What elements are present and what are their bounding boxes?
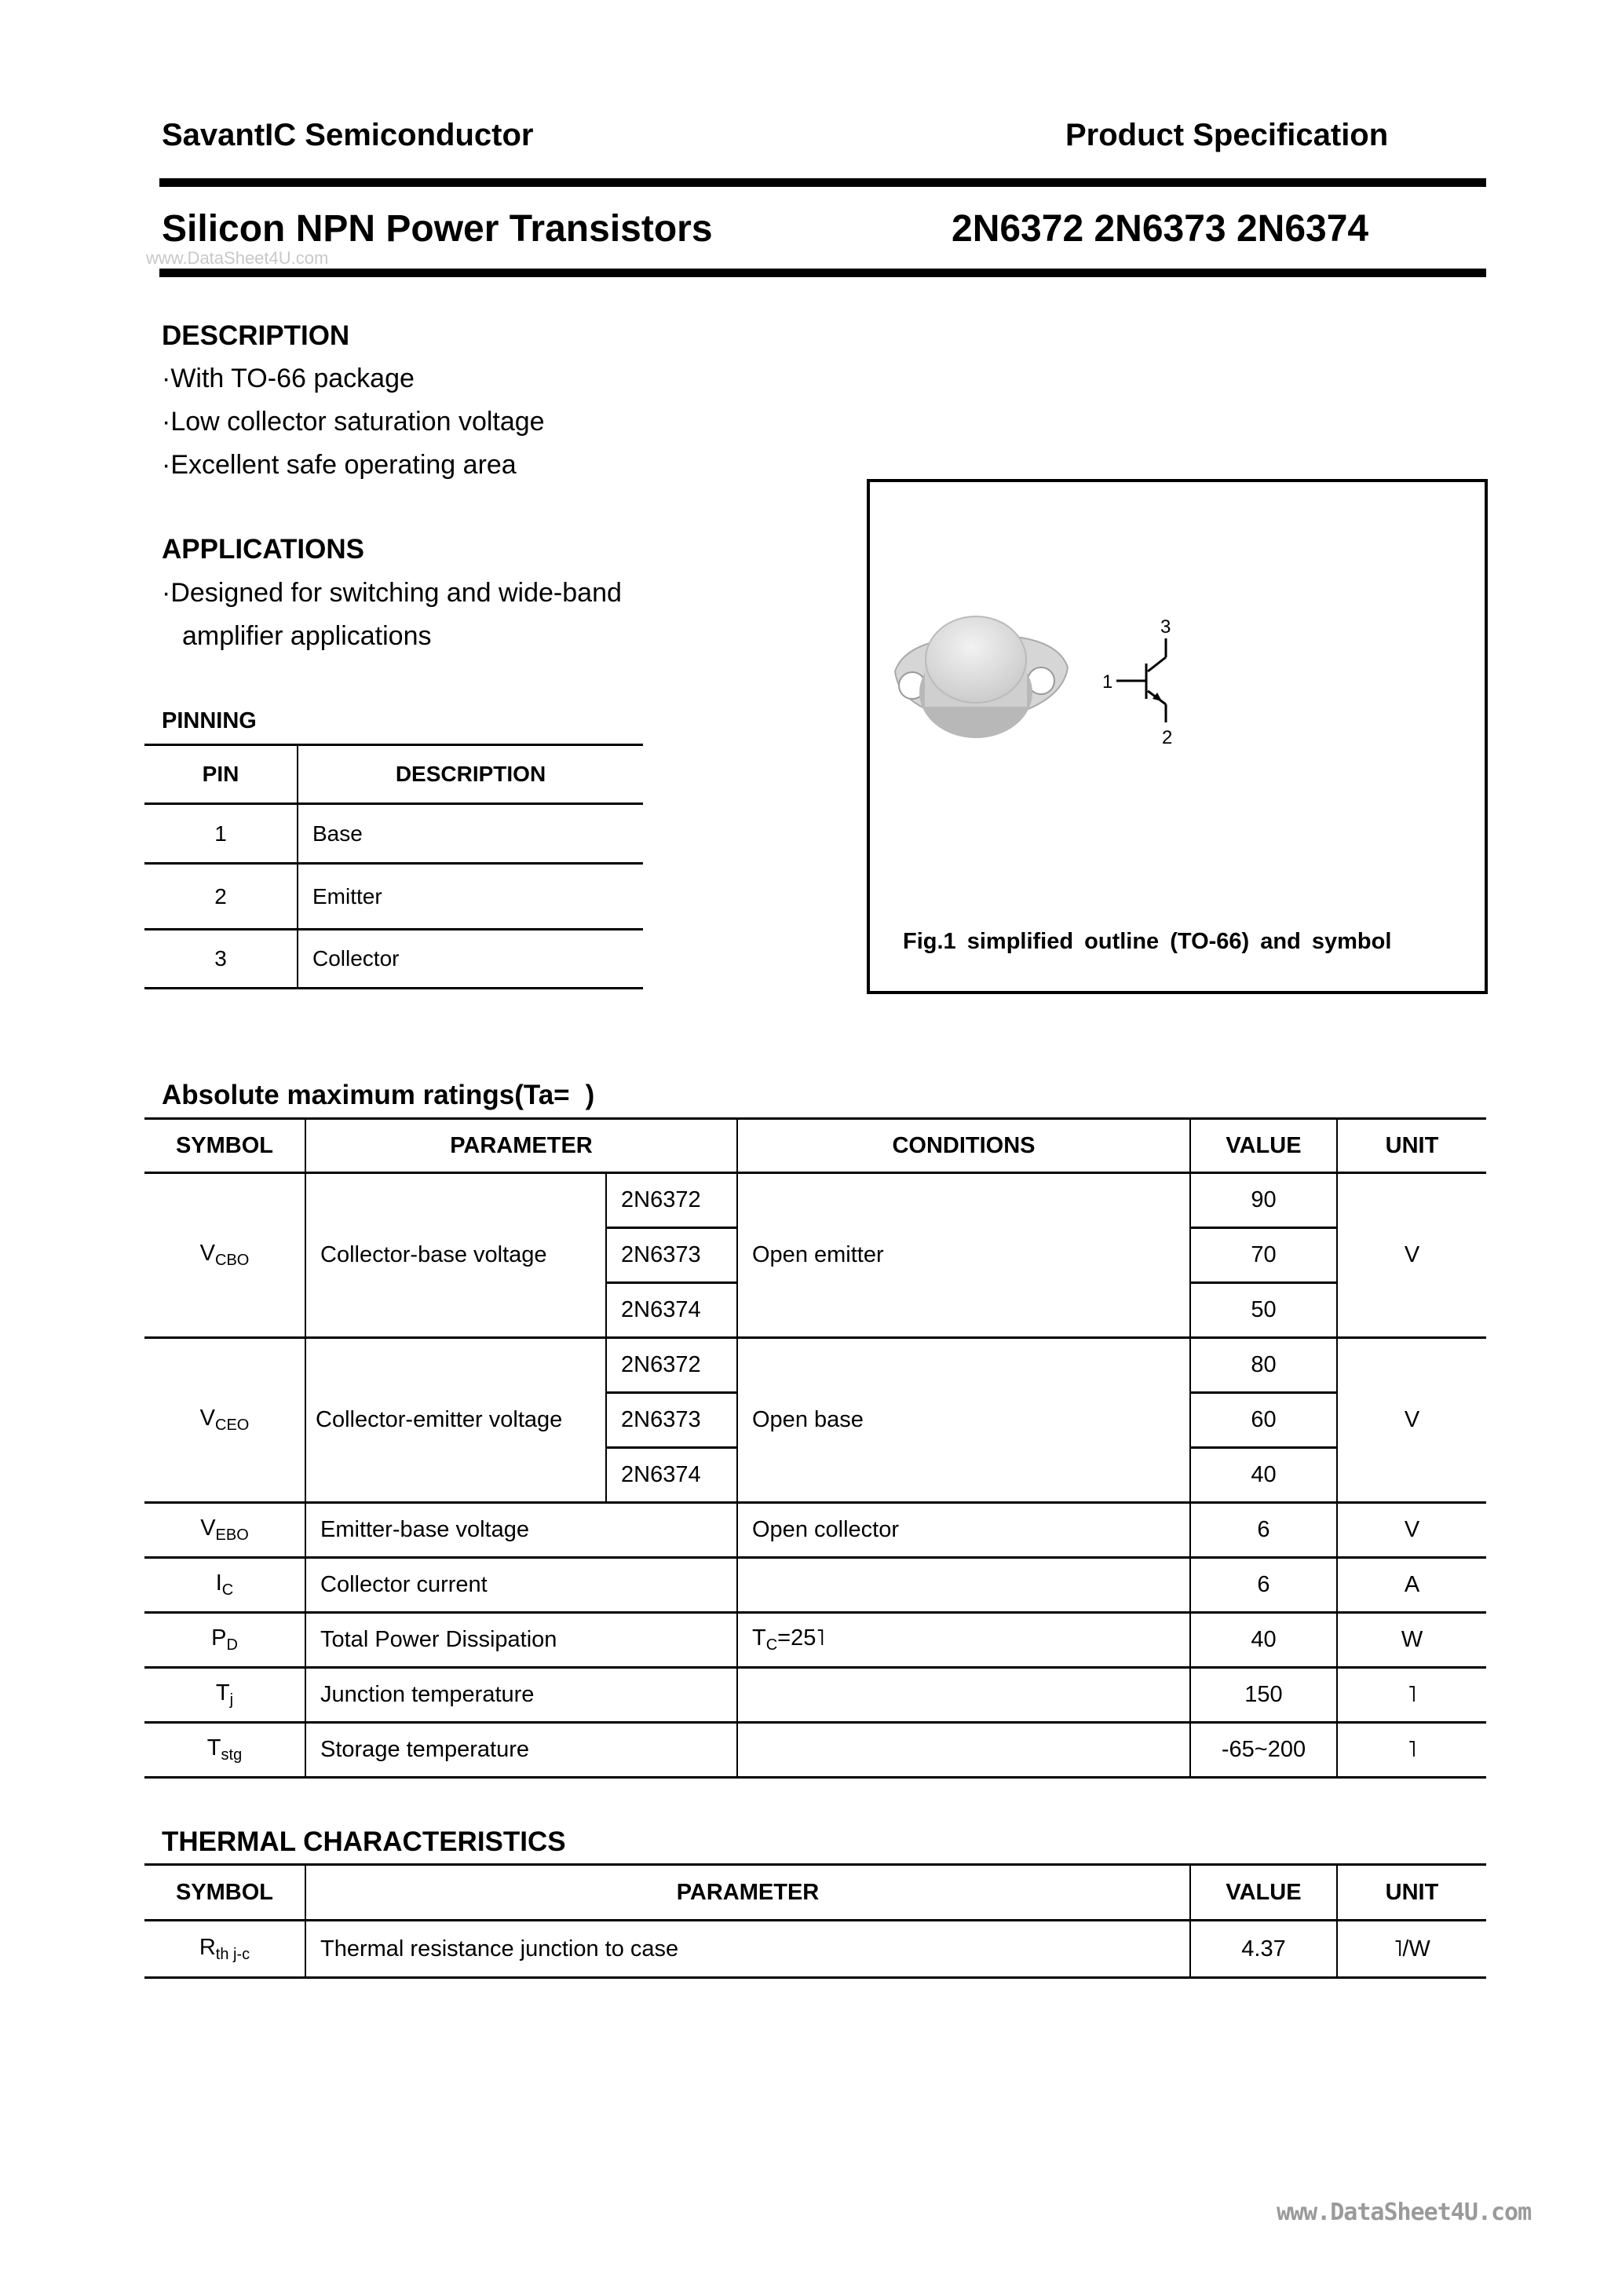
value-cell: 6 (1190, 1558, 1337, 1613)
conditions-cell (737, 1668, 1190, 1723)
unit-cell: ˥/W (1337, 1921, 1486, 1978)
part-cell: 2N6372 (606, 1338, 737, 1393)
table-row (144, 1723, 1486, 1778)
parameter-cell: Collector-emitter voltage (305, 1338, 606, 1503)
pin-number: 1 (144, 804, 298, 864)
figure-caption: Fig.1 simplified outline (TO-66) and symbol (903, 929, 1392, 954)
symbol-cell (144, 1173, 305, 1338)
value-cell: 150 (1190, 1668, 1337, 1723)
pin-label: 1 (1102, 671, 1113, 693)
part-cell: 2N6374 (606, 1448, 737, 1503)
value-cell: 6 (1190, 1503, 1337, 1558)
symbol: P (211, 1625, 227, 1651)
to66-package-image (879, 605, 1083, 762)
symbol-subscript: j (229, 1691, 234, 1709)
parameter-cell: Emitter-base voltage (305, 1503, 737, 1558)
unit-cell: V (1337, 1338, 1486, 1503)
column-header: UNIT (1337, 1119, 1486, 1173)
applications-line: amplifier applications (182, 621, 432, 651)
applications-heading: APPLICATIONS (162, 534, 364, 565)
pinning-table (144, 744, 643, 989)
symbol: V (199, 1406, 215, 1431)
column-header: SYMBOL (144, 1119, 305, 1173)
part-numbers: 2N6372 2N6373 2N6374 (952, 208, 1369, 250)
pin-label: 3 (1160, 616, 1171, 638)
condition: Open collector (752, 1517, 899, 1542)
column-header: UNIT (1337, 1865, 1486, 1921)
pin-number: 3 (144, 930, 298, 989)
unit-cell: ˥ (1337, 1668, 1486, 1723)
pinning-heading: PINNING (162, 708, 257, 733)
conditions-cell (737, 1723, 1190, 1778)
column-header: PIN (144, 745, 298, 804)
table-row (144, 1338, 1486, 1393)
table-row (144, 1668, 1486, 1723)
table-header-row (144, 745, 643, 804)
column-header: SYMBOL (144, 1865, 305, 1921)
column-header: PARAMETER (305, 1119, 737, 1173)
table-row (144, 1503, 1486, 1558)
footer-site-link[interactable]: www.DataSheet4U.com (1277, 2199, 1532, 2226)
symbol-subscript: CEO (215, 1417, 250, 1434)
value-cell: -65~200 (1190, 1723, 1337, 1778)
symbol: V (199, 1241, 215, 1266)
table-row (144, 1613, 1486, 1668)
company-name: SavantIC Semiconductor (162, 118, 534, 152)
parameter-cell: Total Power Dissipation (305, 1613, 737, 1668)
parameter-cell: Collector-base voltage (305, 1173, 606, 1338)
symbol: I (215, 1570, 222, 1596)
value-cell: 90 (1190, 1173, 1337, 1228)
abs-max-table (144, 1117, 1486, 1779)
part-cell: 2N6373 (606, 1393, 737, 1448)
table-header-row (144, 1119, 1486, 1173)
pin-number: 2 (144, 864, 298, 930)
value-cell: 40 (1190, 1448, 1337, 1503)
watermark: www.DataSheet4U.com (146, 248, 329, 268)
header-rule-top (159, 178, 1486, 187)
symbol: T (215, 1680, 230, 1706)
table-row (144, 930, 643, 989)
pin-description: Emitter (298, 864, 643, 930)
table-row (144, 804, 643, 864)
column-header: VALUE (1190, 1119, 1337, 1173)
symbol-cell (144, 1503, 305, 1558)
symbol-subscript: stg (221, 1746, 243, 1764)
conditions-cell (737, 1558, 1190, 1613)
description-item: ·With TO-66 package (162, 364, 415, 393)
abs-max-title-close: ) (585, 1080, 595, 1110)
table-row (144, 1921, 1486, 1978)
table-row (144, 864, 643, 930)
unit-cell: V (1337, 1503, 1486, 1558)
value-cell: 4.37 (1190, 1921, 1337, 1978)
column-header: PARAMETER (305, 1865, 1190, 1921)
abs-max-title (162, 1080, 594, 1111)
description-item: ·Excellent safe operating area (162, 450, 517, 480)
column-header: DESCRIPTION (298, 745, 643, 804)
description-heading: DESCRIPTION (162, 320, 350, 351)
part-cell: 2N6374 (606, 1283, 737, 1338)
thermal-table (144, 1863, 1486, 1979)
value-cell: 50 (1190, 1283, 1337, 1338)
parameter-cell: Storage temperature (305, 1723, 737, 1778)
header-rule-bottom (159, 269, 1486, 277)
abs-max-title-text: Absolute maximum ratings(Ta= (162, 1080, 570, 1110)
column-header: VALUE (1190, 1865, 1337, 1921)
symbol-cell (144, 1558, 305, 1613)
conditions-cell (737, 1613, 1190, 1668)
part-cell: 2N6372 (606, 1173, 737, 1228)
column-header: CONDITIONS (737, 1119, 1190, 1173)
doc-type: Product Specification (1065, 118, 1389, 152)
symbol-subscript: th j-c (215, 1945, 250, 1963)
condition-value: =25˥ (777, 1625, 825, 1651)
unit-cell: A (1337, 1558, 1486, 1613)
symbol-cell (144, 1613, 305, 1668)
symbol-cell (144, 1338, 305, 1503)
table-header-row (144, 1865, 1486, 1921)
symbol-cell (144, 1668, 305, 1723)
value-cell: 70 (1190, 1228, 1337, 1283)
pin-label: 2 (1162, 727, 1173, 746)
condition: T (752, 1625, 766, 1651)
part-cell: 2N6373 (606, 1228, 737, 1283)
page-title: Silicon NPN Power Transistors (162, 208, 713, 250)
value-cell: 80 (1190, 1338, 1337, 1393)
unit-cell: W (1337, 1613, 1486, 1668)
symbol-cell (144, 1723, 305, 1778)
value-cell: 40 (1190, 1613, 1337, 1668)
symbol: R (199, 1934, 216, 1960)
thermal-title: THERMAL CHARACTERISTICS (162, 1826, 566, 1857)
parameter-cell: Thermal resistance junction to case (305, 1921, 1190, 1978)
symbol: T (206, 1735, 221, 1760)
unit-cell: ˥ (1337, 1723, 1486, 1778)
symbol-subscript: D (226, 1636, 238, 1654)
parameter-cell: Collector current (305, 1558, 737, 1613)
symbol-subscript: CBO (215, 1252, 250, 1269)
table-row (144, 1173, 1486, 1228)
unit-cell: V (1337, 1173, 1486, 1338)
symbol-cell (144, 1921, 305, 1978)
npn-transistor-symbol-icon (1099, 612, 1193, 746)
table-row (144, 1558, 1486, 1613)
conditions-cell: Open base (737, 1338, 1190, 1503)
symbol-subscript: C (221, 1581, 234, 1599)
parameter-cell: Junction temperature (305, 1668, 737, 1723)
conditions-cell (737, 1503, 1190, 1558)
conditions-cell: Open emitter (737, 1173, 1190, 1338)
condition-subscript: C (765, 1636, 778, 1654)
applications-line: ·Designed for switching and wide-band (162, 578, 622, 608)
value-cell: 60 (1190, 1393, 1337, 1448)
pin-description: Collector (298, 930, 643, 989)
symbol: V (200, 1515, 216, 1541)
pin-description: Base (298, 804, 643, 864)
symbol-subscript: EBO (215, 1526, 249, 1544)
description-item: ·Low collector saturation voltage (162, 407, 545, 437)
